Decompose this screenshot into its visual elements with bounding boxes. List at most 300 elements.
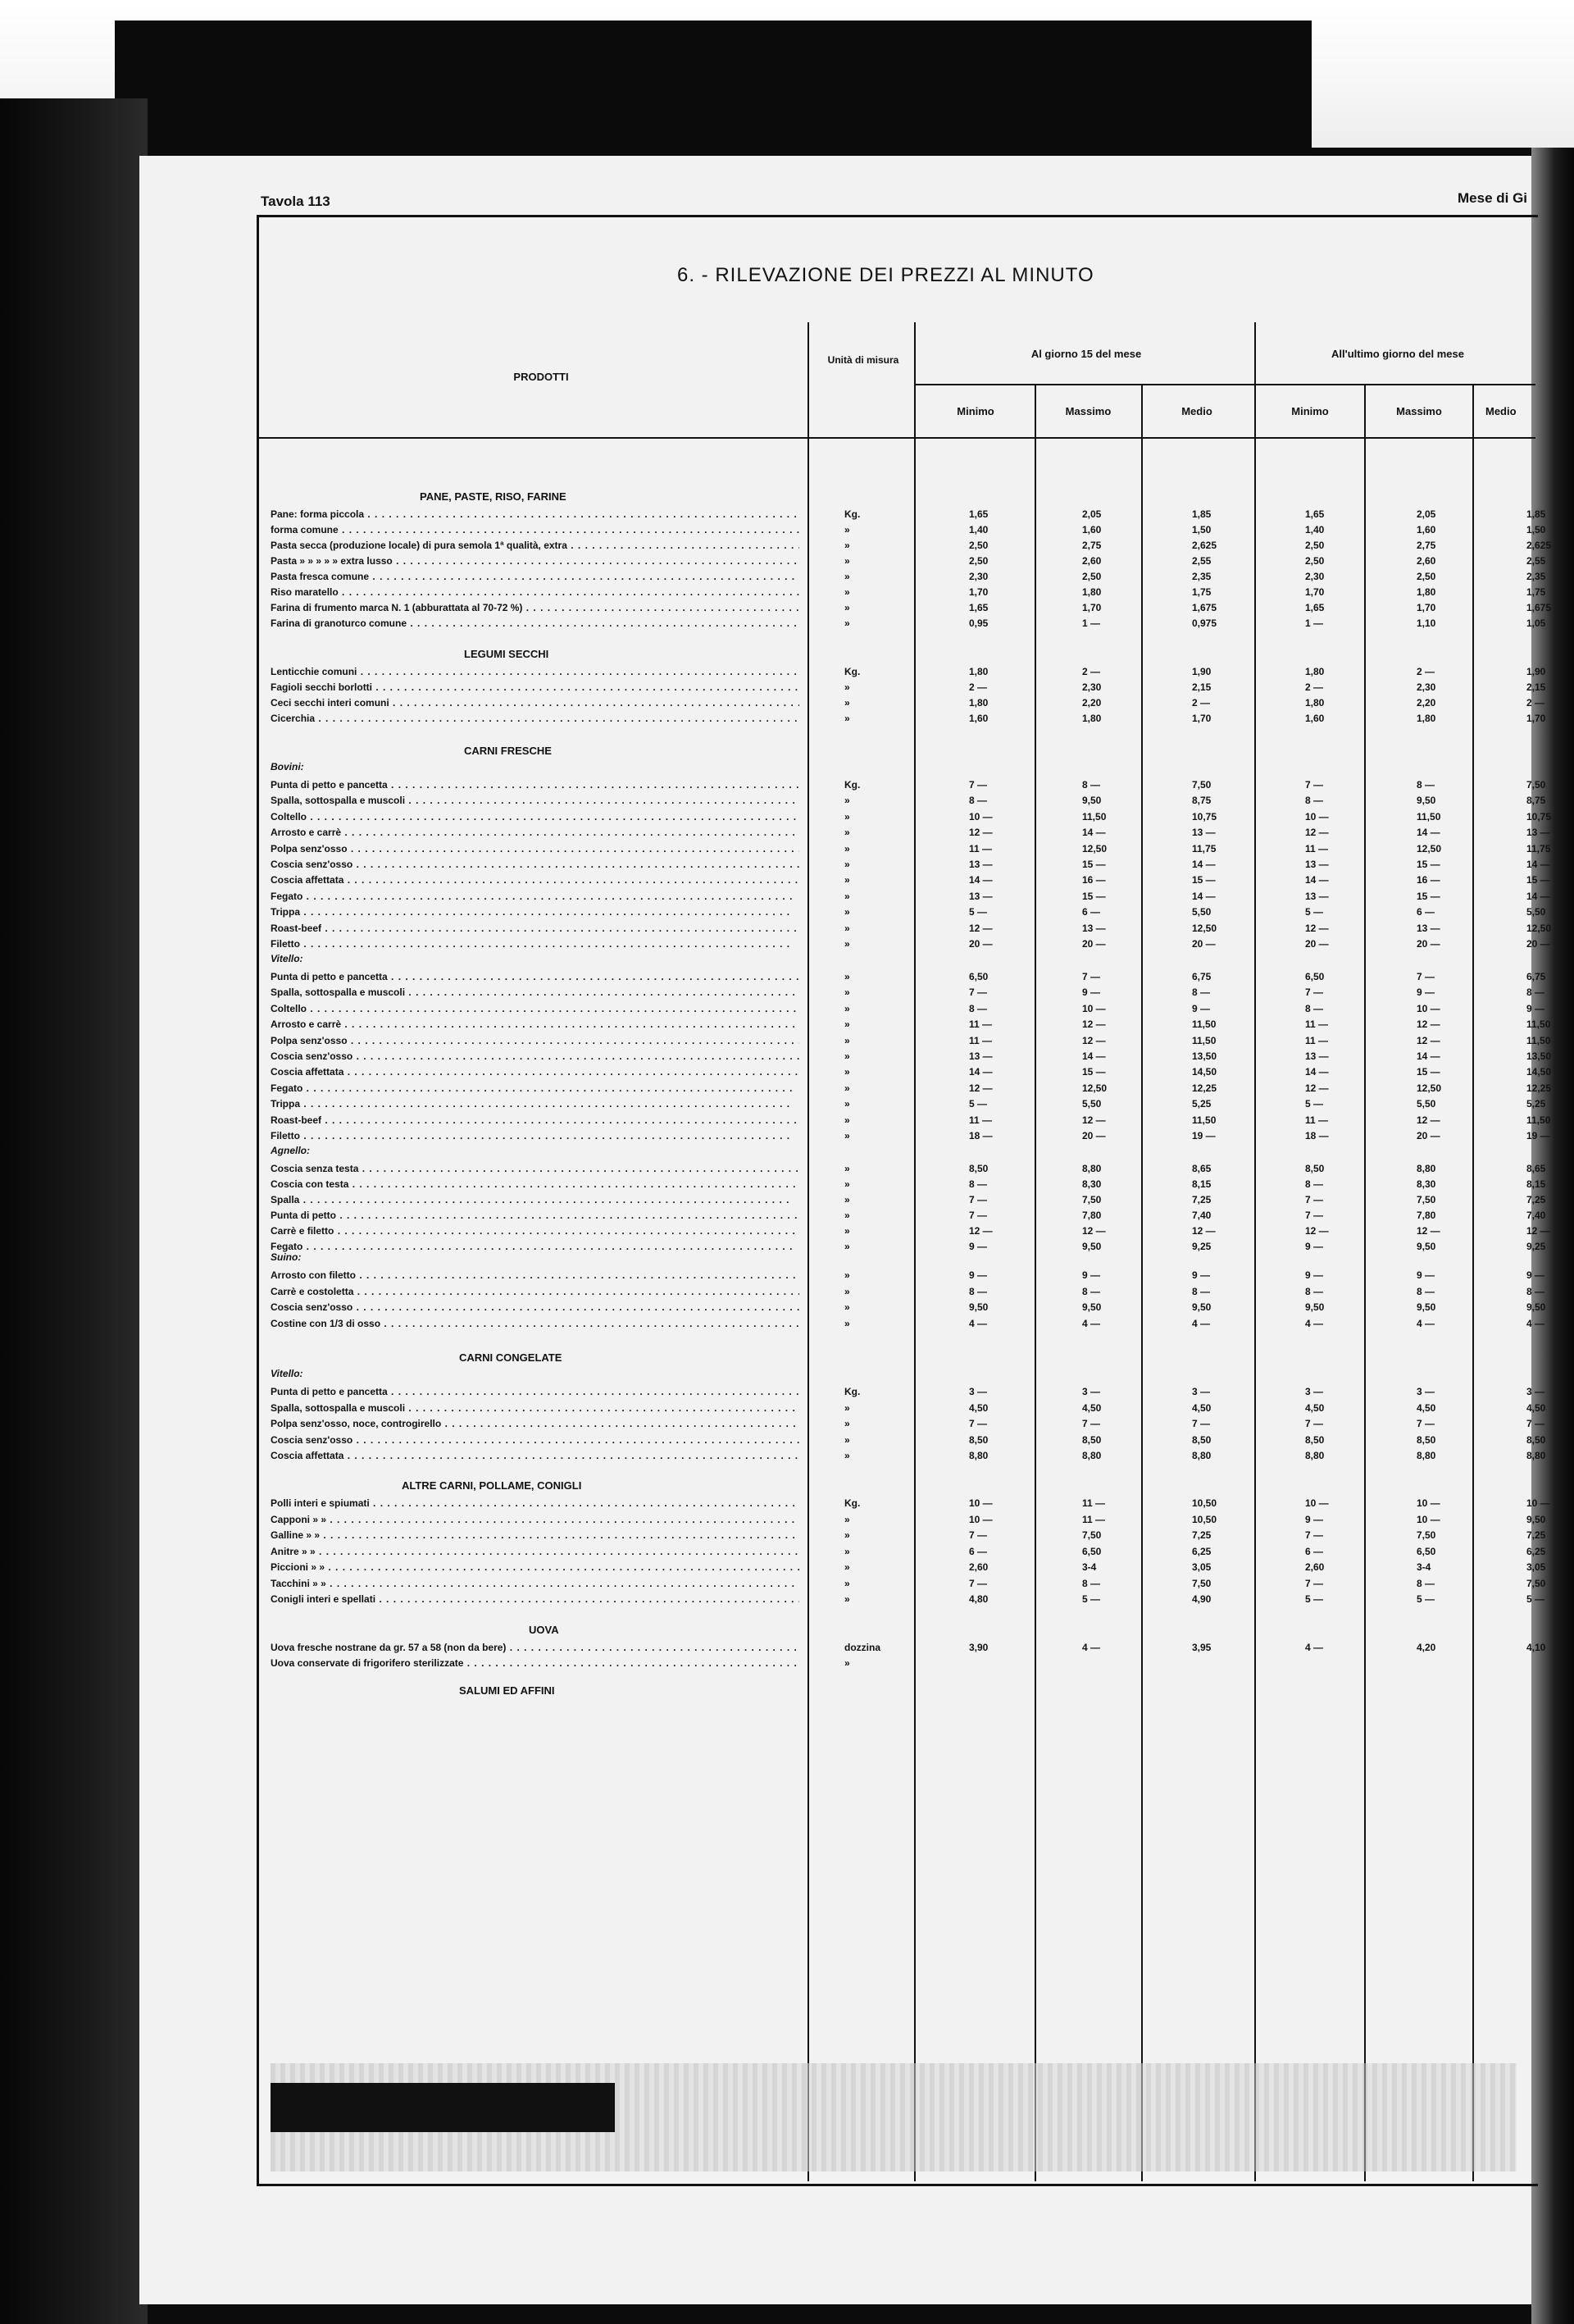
price-max-15: 1,80 [1082,713,1102,724]
price-min-15: 1,60 [969,713,989,724]
price-avg-15: 5,50 [1192,906,1212,918]
unit-of-measure: » [844,1450,850,1461]
price-avg-15: 8,65 [1192,1163,1212,1174]
product-name: Coltello . . . [271,1001,799,1016]
price-avg-15: 2,15 [1192,681,1212,693]
price-avg-last: 11,50 [1526,1034,1551,1046]
price-avg-last: 4 — [1526,1317,1545,1329]
price-avg-15: 14 — [1192,890,1216,902]
price-min-last: 9 — [1305,1513,1324,1525]
product-name: Conigli interi e spellati . . . [271,1592,799,1606]
price-min-last: 5 — [1305,1593,1324,1605]
price-max-last: 8 — [1417,779,1435,791]
table-row [271,1177,1546,1192]
subheader-line [914,384,1535,385]
section-legumi: LEGUMI SECCHI [464,648,549,660]
price-avg-15: 7,50 [1192,1577,1212,1589]
price-max-15: 6,50 [1082,1545,1102,1557]
price-avg-last: 9 — [1526,1002,1545,1014]
price-min-last: 1,80 [1305,697,1325,709]
price-min-last: 12 — [1305,827,1329,839]
price-max-15: 16 — [1082,874,1106,886]
price-max-last: 3-4 [1417,1561,1431,1573]
table-row [271,664,1546,679]
price-avg-15: 7,40 [1192,1210,1212,1221]
price-avg-last: 20 — [1526,938,1550,950]
table-row [271,1208,1546,1223]
price-min-last: 5 — [1305,906,1324,918]
table-row [271,1528,1546,1542]
price-max-last: 5,50 [1417,1098,1436,1110]
unit-of-measure: » [844,1301,850,1313]
price-min-last: 7 — [1305,1529,1324,1541]
price-avg-15: 1,70 [1192,713,1212,724]
price-min-15: 14 — [969,1066,993,1078]
price-min-15: 7 — [969,987,988,999]
price-max-15: 3-4 [1082,1561,1097,1573]
table-row [271,1544,1546,1559]
price-min-15: 8,80 [969,1450,989,1461]
table-row [271,1300,1546,1315]
price-max-15: 12,50 [1082,842,1108,854]
price-min-last: 12 — [1305,1225,1329,1237]
table-row [271,1192,1546,1207]
product-name: Arrosto con filetto . . . [271,1268,799,1283]
price-max-last: 15 — [1417,859,1440,870]
col-divider-avg1 [1141,384,1143,2181]
col-head-avg1: Medio [1181,405,1212,417]
price-min-last: 2,50 [1305,555,1325,567]
product-name: Polli interi e spiumati . . . [271,1496,799,1511]
table-row [271,522,1546,537]
price-min-15: 8 — [969,795,988,807]
price-max-15: 8,50 [1082,1433,1102,1446]
unit-of-measure: » [844,1163,850,1174]
price-avg-15: 5,25 [1192,1098,1212,1110]
product-name: Coscia affettata . . . [271,1064,799,1079]
price-min-15: 13 — [969,1050,993,1062]
unit-of-measure: Kg. [844,666,861,677]
col-head-max1: Massimo [1065,405,1112,417]
price-max-15: 2,30 [1082,681,1102,693]
price-avg-last: 1,70 [1526,713,1546,724]
table-row [271,921,1552,936]
price-max-15: 2,50 [1082,571,1102,582]
price-max-15: 15 — [1082,1066,1106,1078]
unit-of-measure: » [844,1098,850,1110]
price-max-15: 5,50 [1082,1098,1102,1110]
price-avg-15: 1,50 [1192,524,1212,535]
unit-of-measure: » [844,1225,850,1237]
price-max-15: 20 — [1082,1130,1106,1141]
price-min-15: 10 — [969,810,993,823]
price-max-last: 8 — [1417,1577,1435,1589]
price-avg-15: 4 — [1192,1317,1211,1329]
price-max-15: 7,80 [1082,1210,1102,1221]
price-avg-last: 10 — [1526,1497,1550,1509]
price-min-last: 7 — [1305,1418,1324,1429]
product-name: Filetto . . . [271,936,799,951]
price-avg-15: 8 — [1192,1285,1211,1297]
product-name: Costine con 1/3 di osso . . . [271,1316,799,1331]
unit-of-measure: » [844,1401,850,1414]
product-name: Punta di petto . . . [271,1208,799,1223]
table-row [271,985,1545,1000]
sub-suino: Suino: [271,1251,302,1263]
unit-of-measure: » [844,1657,850,1669]
price-max-15: 12 — [1082,1114,1106,1126]
product-name: Punta di petto e pancetta . . . [271,969,799,984]
product-name: Coscia senz'osso . . . [271,1433,799,1447]
col-head-lastday: All'ultimo giorno del mese [1331,348,1464,360]
unit-of-measure: » [844,987,850,999]
price-avg-15: 13 — [1192,827,1216,839]
product-name: Pane: forma piccola . . . [271,507,799,522]
product-name: Fegato . . . [271,889,799,904]
price-min-last: 1,60 [1305,713,1325,724]
price-max-15: 10 — [1082,1002,1106,1014]
section-carni-congelate: CARNI CONGELATE [459,1351,562,1364]
price-avg-15: 3,95 [1192,1642,1212,1653]
unit-of-measure: » [844,827,850,839]
price-avg-last: 4,10 [1526,1642,1546,1653]
price-avg-15: 11,75 [1192,842,1217,854]
product-name: Farina di frumento marca N. 1 (abburattata al 70-72 %) . . . [271,600,799,615]
table-row [271,1384,1545,1399]
product-name: Punta di petto e pancetta . . . [271,1384,799,1399]
price-avg-last: 8 — [1526,987,1545,999]
price-min-last: 11 — [1305,1034,1329,1046]
price-min-15: 2,50 [969,540,989,551]
price-avg-last: 11,50 [1526,1018,1551,1031]
unit-of-measure: » [844,1577,850,1589]
price-min-last: 5 — [1305,1098,1324,1110]
unit-of-measure: » [844,971,850,982]
product-name: Pasta fresca comune . . . [271,569,799,584]
table-row [271,1001,1545,1016]
table-row [271,1081,1552,1096]
section-altre-carni: ALTRE CARNI, POLLAME, CONIGLI [402,1479,582,1492]
price-min-15: 12 — [969,922,993,934]
unit-of-measure: Kg. [844,1497,861,1509]
product-name: Roast-beef . . . [271,1113,799,1128]
price-min-15: 0,95 [969,617,989,629]
sub-vitello: Vitello: [271,953,303,964]
price-avg-last: 3,05 [1526,1561,1546,1573]
product-name: Uova conservate di frigorifero sterilizzate . . . [271,1656,799,1670]
price-max-15: 2,60 [1082,555,1102,567]
unit-of-measure: » [844,555,850,567]
price-avg-last: 6,75 [1526,971,1546,982]
price-min-15: 3 — [969,1386,988,1397]
price-max-last: 7 — [1417,1418,1435,1429]
price-avg-last: 7,40 [1526,1210,1546,1221]
unit-of-measure: » [844,1082,850,1094]
price-max-15: 7 — [1082,971,1101,982]
price-min-15: 5 — [969,1098,988,1110]
price-avg-15: 1,675 [1192,602,1217,613]
unit-of-measure: » [844,1114,850,1126]
product-name: Coltello . . . [271,809,799,824]
price-avg-15: 8,80 [1192,1450,1212,1461]
product-name: Coscia affettata . . . [271,873,799,887]
price-avg-last: 14 — [1526,859,1550,870]
table-row [271,600,1552,615]
price-avg-15: 10,50 [1192,1497,1217,1509]
unit-of-measure: » [844,890,850,902]
price-avg-15: 10,75 [1192,810,1217,823]
price-avg-last: 8,65 [1526,1163,1546,1174]
price-max-last: 20 — [1417,938,1440,950]
table-row [271,1161,1546,1176]
price-avg-15: 12,50 [1192,922,1217,934]
price-max-15: 15 — [1082,859,1106,870]
price-max-last: 15 — [1417,890,1440,902]
price-max-last: 14 — [1417,1050,1440,1062]
price-avg-15: 11,50 [1192,1034,1217,1046]
price-min-15: 11 — [969,1034,993,1046]
col-head-day15: Al giorno 15 del mese [1030,348,1142,360]
col-head-min2: Minimo [1291,405,1329,417]
price-avg-last: 1,675 [1526,602,1552,613]
product-name: Carrè e filetto . . . [271,1224,799,1238]
table-row [271,841,1551,856]
table-row [271,554,1546,568]
price-min-last: 8 — [1305,1285,1324,1297]
price-avg-last: 5,50 [1526,906,1546,918]
price-avg-last: 1,85 [1526,508,1546,520]
price-avg-last: 4,50 [1526,1401,1546,1414]
price-max-15: 14 — [1082,1050,1106,1062]
price-max-last: 2,05 [1417,508,1436,520]
price-min-last: 1,80 [1305,666,1325,677]
price-avg-15: 2 — [1192,697,1211,709]
price-min-last: 20 — [1305,938,1329,950]
price-min-15: 9,50 [969,1301,989,1313]
unit-of-measure: » [844,922,850,934]
price-max-15: 9 — [1082,1269,1101,1281]
price-max-last: 2,75 [1417,540,1436,551]
table-row [271,1448,1546,1463]
table-row [271,1512,1546,1527]
price-max-15: 2,05 [1082,508,1102,520]
price-max-15: 9 — [1082,987,1101,999]
table-row [271,507,1546,522]
price-min-15: 11 — [969,1114,993,1126]
price-min-last: 1,70 [1305,586,1325,598]
product-name: Coscia affettata . . . [271,1448,799,1463]
table-row [271,1576,1546,1591]
unit-of-measure: » [844,906,850,918]
price-max-15: 3 — [1082,1386,1101,1397]
price-min-15: 5 — [969,906,988,918]
price-avg-15: 4,50 [1192,1401,1212,1414]
price-min-15: 14 — [969,874,993,886]
price-avg-last: 12,50 [1526,922,1552,934]
unit-of-measure: » [844,617,850,629]
price-max-last: 12,50 [1417,842,1442,854]
table-row [271,969,1546,984]
price-max-last: 1,60 [1417,524,1436,535]
price-avg-15: 14 — [1192,859,1216,870]
unit-of-measure: Kg. [844,779,861,791]
table-row [271,809,1552,824]
table-row [271,1113,1551,1128]
price-max-last: 16 — [1417,874,1440,886]
price-max-last: 6,50 [1417,1545,1436,1557]
price-min-last: 10 — [1305,810,1329,823]
price-max-last: 4,50 [1417,1401,1436,1414]
price-max-last: 5 — [1417,1593,1435,1605]
price-max-15: 8 — [1082,779,1101,791]
price-avg-last: 11,75 [1526,842,1551,854]
price-max-last: 1,80 [1417,586,1436,598]
price-avg-15: 9,50 [1192,1301,1212,1313]
unit-of-measure: » [844,1050,850,1062]
unit-of-measure: » [844,859,850,870]
price-max-last: 12 — [1417,1225,1440,1237]
price-min-15: 12 — [969,1225,993,1237]
unit-of-measure: » [844,697,850,709]
product-name: Roast-beef . . . [271,921,799,936]
unit-of-measure: » [844,571,850,582]
price-avg-15: 12 — [1192,1225,1216,1237]
price-avg-last: 8,15 [1526,1178,1546,1190]
col-divider-max1 [1035,384,1036,2181]
price-max-15: 4 — [1082,1642,1101,1653]
price-avg-15: 8 — [1192,987,1211,999]
price-avg-15: 2,35 [1192,571,1212,582]
table-row [271,1416,1545,1431]
unit-of-measure: » [844,1018,850,1031]
price-max-15: 7,50 [1082,1194,1102,1205]
price-avg-15: 7,50 [1192,779,1212,791]
price-avg-last: 12 — [1526,1225,1550,1237]
sub-agnello: Agnello: [271,1145,310,1156]
product-name: Coscia senz'osso . . . [271,1049,799,1064]
price-min-last: 8,50 [1305,1163,1325,1174]
price-max-15: 9,50 [1082,795,1102,807]
price-min-last: 2,30 [1305,571,1325,582]
col-divider-avg2 [1472,384,1474,2181]
table-row [271,793,1546,808]
product-name: Punta di petto e pancetta . . . [271,777,799,792]
section-pane: PANE, PASTE, RISO, FARINE [420,490,566,503]
table-row [271,695,1545,710]
price-min-15: 4,80 [969,1593,989,1605]
unit-of-measure: » [844,602,850,613]
table-row [271,1640,1546,1655]
price-min-15: 6 — [969,1545,988,1557]
unit-of-measure: » [844,1593,850,1605]
price-avg-15: 7 — [1192,1418,1211,1429]
price-avg-15: 15 — [1192,874,1216,886]
price-max-last: 1,70 [1417,602,1436,613]
price-max-last: 12 — [1417,1114,1440,1126]
price-avg-last: 9,50 [1526,1513,1546,1525]
unit-of-measure: » [844,874,850,886]
price-avg-15: 7,25 [1192,1529,1212,1541]
price-max-last: 14 — [1417,827,1440,839]
product-name: Galline » » . . . [271,1528,799,1542]
price-max-15: 1 — [1082,617,1101,629]
price-min-15: 1,65 [969,602,989,613]
price-min-15: 4 — [969,1317,988,1329]
price-avg-15: 11,50 [1192,1114,1217,1126]
price-max-last: 13 — [1417,922,1440,934]
price-max-last: 10 — [1417,1497,1440,1509]
product-name: Pasta secca (produzione locale) di pura semola 1ª qualità, extra . . . [271,538,799,553]
price-max-last: 9 — [1417,1269,1435,1281]
product-name: Fagioli secchi borlotti . . . [271,680,799,695]
price-avg-last: 1,90 [1526,666,1546,677]
product-name: Filetto . . . [271,1128,799,1143]
unit-of-measure: » [844,1269,850,1281]
table-row [271,825,1550,840]
unit-of-measure: » [844,1034,850,1046]
price-max-last: 7,80 [1417,1210,1436,1221]
price-max-15: 11,50 [1082,810,1107,823]
price-min-last: 6 — [1305,1545,1324,1557]
price-avg-15: 11,50 [1192,1018,1217,1031]
table-row [271,538,1552,553]
price-avg-15: 10,50 [1192,1513,1217,1525]
price-max-15: 11 — [1082,1513,1106,1525]
price-min-last: 1,40 [1305,524,1325,535]
unit-of-measure: » [844,1418,850,1429]
scan-left-edge [0,98,148,2324]
price-max-15: 8,80 [1082,1163,1102,1174]
price-avg-last: 2 — [1526,697,1545,709]
product-name: Carrè e costoletta . . . [271,1284,799,1299]
price-avg-15: 20 — [1192,938,1216,950]
table-row [271,889,1550,904]
product-name: Coscia senz'osso . . . [271,857,799,872]
price-min-last: 2,50 [1305,540,1325,551]
price-avg-last: 15 — [1526,874,1550,886]
product-name: Tacchini » » . . . [271,1576,799,1591]
price-avg-15: 7,25 [1192,1194,1212,1205]
table-row [271,1033,1551,1048]
price-max-15: 12 — [1082,1018,1106,1031]
price-avg-last: 6,25 [1526,1545,1546,1557]
price-max-15: 4,50 [1082,1401,1102,1414]
price-min-15: 1,80 [969,697,989,709]
price-min-last: 7 — [1305,1577,1324,1589]
table-row [271,777,1546,792]
price-avg-last: 9 — [1526,1269,1545,1281]
price-avg-15: 1,90 [1192,666,1212,677]
price-max-last: 9,50 [1417,1301,1436,1313]
price-min-15: 10 — [969,1497,993,1509]
price-max-15: 2,75 [1082,540,1102,551]
price-min-15: 1,80 [969,666,989,677]
price-max-last: 1,80 [1417,713,1436,724]
price-min-last: 2,60 [1305,1561,1325,1573]
table-row [271,1284,1545,1299]
price-avg-last: 5 — [1526,1593,1545,1605]
product-name: Fegato . . . [271,1239,799,1254]
price-min-last: 3 — [1305,1386,1324,1397]
price-min-15: 8 — [969,1002,988,1014]
product-name: Lenticchie comuni . . . [271,664,799,679]
price-avg-last: 14 — [1526,890,1550,902]
price-min-last: 11 — [1305,1018,1329,1031]
price-min-last: 11 — [1305,842,1329,854]
price-min-15: 11 — [969,842,993,854]
price-avg-last: 14,50 [1526,1066,1552,1078]
price-max-last: 8,50 [1417,1433,1436,1446]
